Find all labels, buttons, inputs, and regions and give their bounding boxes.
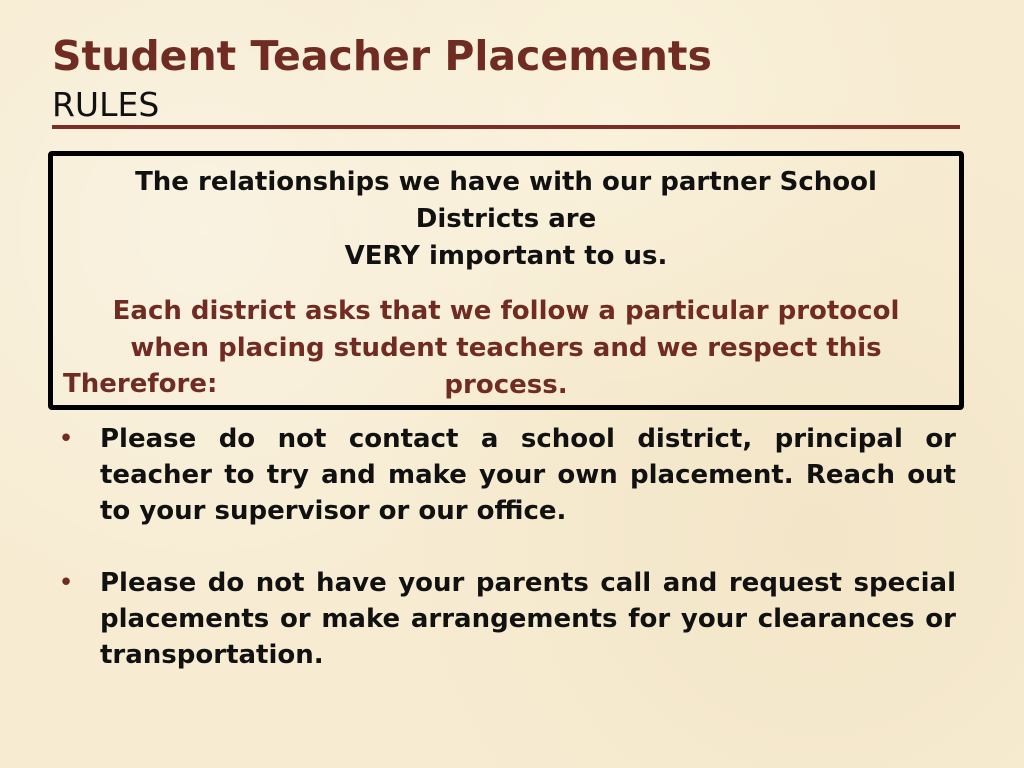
bullet-text: Please do not have your parents call and request special placements or make arrangements for your clearances or transportation. xyxy=(100,568,956,670)
bullet-icon: • xyxy=(58,424,74,454)
list-item xyxy=(56,421,956,529)
slide-subtitle: RULES xyxy=(52,85,160,124)
callout-line-red-3: process. xyxy=(444,370,568,400)
list-item xyxy=(56,565,956,673)
callout-line-black-1: The relationships we have with our partner School xyxy=(135,167,877,197)
callout-line-black-2: Districts are xyxy=(415,204,597,234)
slide-title: Student Teacher Placements xyxy=(52,32,712,80)
callout-line-red-1: Each district asks that we follow a particular protocol xyxy=(112,296,900,326)
therefore-label: Therefore: xyxy=(63,369,218,399)
bullet-text: Please do not contact a school district, principal or teacher to try and make your own placement. Reach out to your supervisor or our office. xyxy=(100,424,956,526)
rules-bullet-list xyxy=(56,421,956,709)
title-underline-divider xyxy=(52,125,960,129)
bullet-icon: • xyxy=(58,568,74,598)
callout-line-black-3: VERY important to us. xyxy=(344,241,668,271)
callout-line-red-2: when placing student teachers and we respect this xyxy=(130,333,882,363)
